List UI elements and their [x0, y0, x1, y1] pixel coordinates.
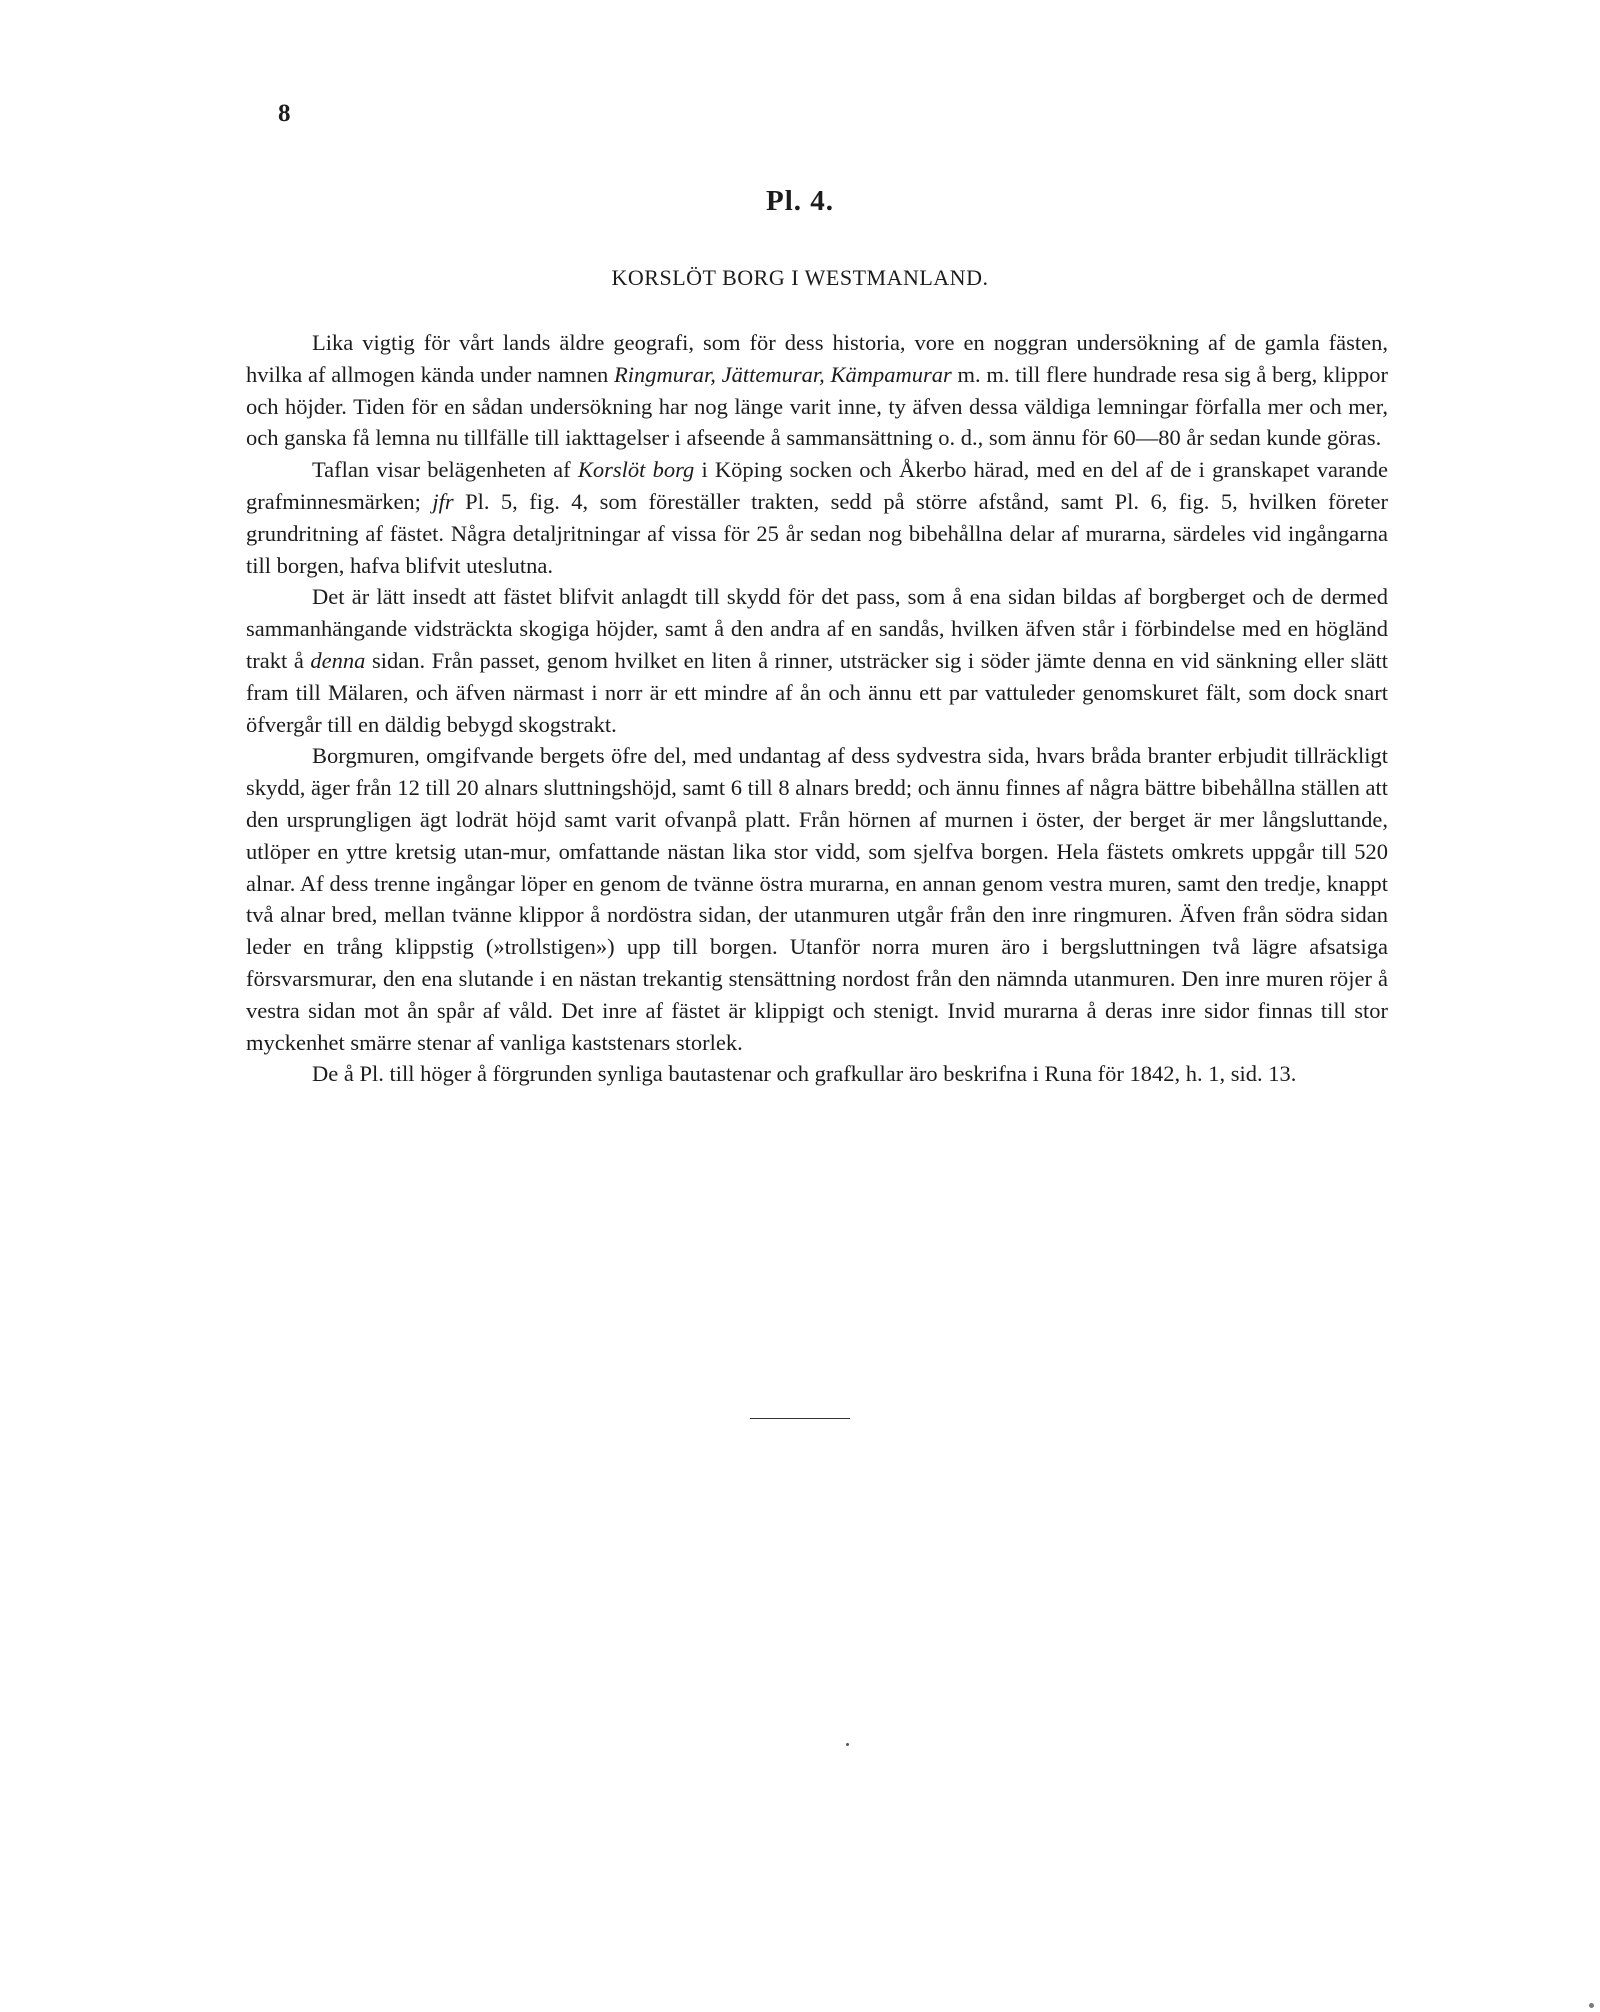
- section-title: KORSLÖT BORG I WESTMANLAND.: [611, 265, 989, 290]
- italic-segment: jfr: [432, 488, 454, 514]
- text-segment: Pl. 5, fig. 4, som föreställer trakten, sedd på större afstånd, samt Pl. 6, fig. 5, hvilken företer grundritning af fästet. Några detaljritningar af vissa för 25 år sedan nog bibehållna delar af murarna, särdeles vid ingångarna till borgen, hafva blifvit uteslutna.: [246, 488, 1388, 578]
- paragraph: [246, 327, 1388, 454]
- corner-speck: [1589, 2003, 1594, 2008]
- plate-title: Pl. 4.: [765, 185, 835, 217]
- page-number: 8: [278, 100, 291, 127]
- text-segment: De å Pl. till höger å förgrunden synliga bautastenar och grafkullar äro beskrifna i Runa för 1842, h. 1, sid. 13.: [312, 1061, 1297, 1087]
- body-text: [246, 327, 1388, 1090]
- paragraph: [246, 454, 1388, 581]
- italic-segment: denna: [310, 647, 366, 673]
- paragraph: [246, 1058, 1388, 1090]
- text-segment: m. m. till flere hundrade resa sig å berg, klippor och höjder. Tiden för en sådan undersökning har nog länge varit inne, ty äfven dessa väldiga lemningar förfalla mer och mer, och ganska få lemna nu tillfälle till iakttagelser i afseende å sammansättning o. d., som ännu för 60—80 år sedan kunde göras.: [246, 361, 1388, 451]
- italic-segment: Korslöt borg: [577, 457, 695, 483]
- text-segment: sidan. Från passet, genom hvilket en liten å rinner, utsträcker sig i söder jämte denna en vid sänkning eller slätt fram till Mälaren, och äfven närmast i norr är ett mindre af ån och ännu ett par vattuleder genomskuret fält, som dock snart öfvergår till en däldig bebygd skogstrakt.: [246, 647, 1388, 737]
- text-segment: Lika vigtig för vårt lands äldre geografi, som för dess historia, vore en noggran undersökning af de gamla fästen, hvilka af allmogen kända under namnen: [246, 330, 1388, 387]
- ink-speck: [846, 1743, 849, 1746]
- paragraph: [246, 581, 1388, 740]
- text-segment: Borgmuren, omgifvande bergets öfre del, med undantag af dess sydvestra sida, hvars bråda branter erbjudit tillräckligt skydd, äger från 12 till 20 alnars sluttningshöjd, samt 6 till 8 alnars bredd; och ännu finnes af några bättre bibehållna ställen att den ursprungligen ägt lodrät höjd samt varit ofvanpå platt. Från hörnen af murnen i öster, der berget är mer långsluttande, utlöper en yttre kretsig utan-mur, omfattande nästan lika stor vidd, som sjelfva borgen. Hela fästets omkrets uppgår till 520 alnar. Af dess trenne ingångar löper en genom de tvänne östra murarna, en annan genom vestra muren, samt den tredje, knappt två alnar bred, mellan tvänne klippor å nordöstra sidan, der utanmuren utgår från den inre ringmuren. Äfven från södra sidan leder en trång klippstig (»trollstigen») upp till borgen. Utanför norra muren äro i bergsluttningen två lägre afsatsiga försvarsmurar, den ena slutande i en nästan trekantig stensättning nordost från den nämnda utanmuren. Den inre muren röjer å vestra sidan mot ån spår af våld. Det inre af fästet är klippigt och stenigt. Invid murarna å deras inre sidor finnas till stor myckenhet smärre stenar af vanliga kaststenars storlek.: [246, 743, 1388, 1055]
- text-segment: Det är lätt insedt att fästet blifvit anlagdt till skydd för det pass, som å ena sidan bildas af borgberget och de dermed sammanhängande vidsträckta skogiga höjder, samt å den andra af en sandås, hvilken äfven står i förbindelse med en högländ trakt å: [246, 584, 1388, 673]
- italic-segment: Ringmurar, Jättemurar, Kämpamurar: [614, 361, 952, 387]
- text-segment: Taflan visar belägenheten af: [312, 457, 578, 483]
- text-segment: i Köping socken och Åkerbo härad, med en del af de i granskapet varande grafminnesmärken;: [246, 457, 1388, 514]
- end-rule: [750, 1418, 850, 1419]
- paragraph: [246, 740, 1388, 1058]
